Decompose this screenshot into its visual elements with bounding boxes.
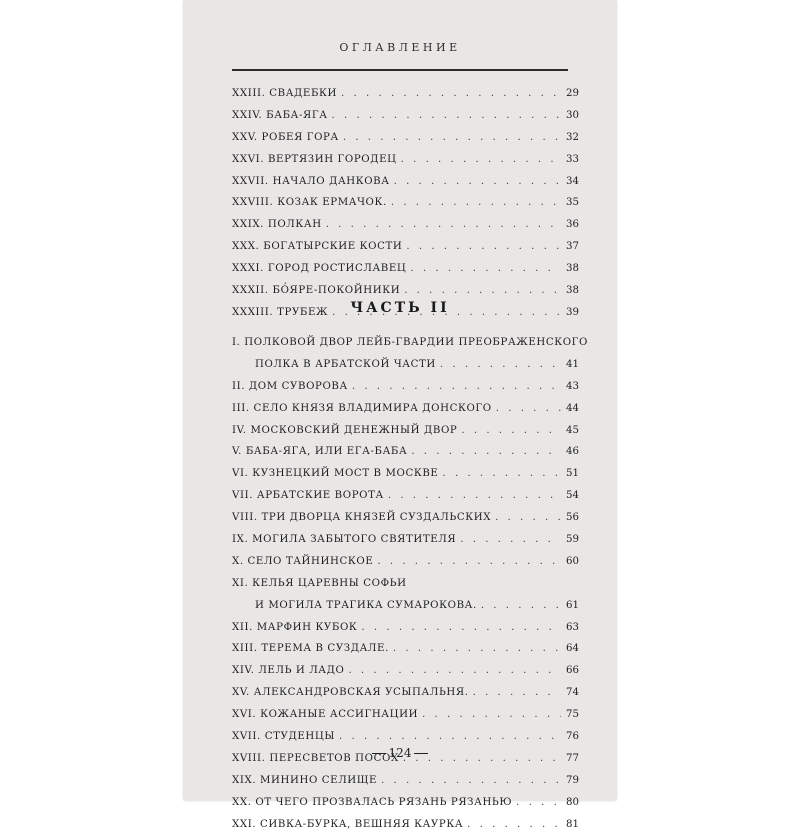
toc-entry-page: 56 — [566, 512, 579, 524]
toc-entry — [232, 638, 579, 660]
toc-entry — [232, 171, 579, 193]
toc-part1 — [232, 83, 579, 324]
toc-entry-title: XIV. ЛЕЛЬ И ЛАДО — [232, 665, 345, 677]
dot-leader — [352, 376, 561, 398]
toc-entry-title: III. СЕЛО КНЯЗЯ ВЛАДИМИРА ДОНСКОГО — [232, 402, 492, 414]
toc-entry — [232, 507, 579, 529]
toc-entry-title: XXXI. ГОРОД РОСТИСЛАВЕЦ — [232, 263, 407, 275]
header-rule — [232, 69, 568, 71]
dot-leader — [348, 660, 561, 682]
toc-entry-title: VI. КУЗНЕЦКИЙ МОСТ В МОСКВЕ — [232, 468, 439, 480]
toc-entry — [232, 573, 579, 595]
dot-leader — [404, 280, 561, 302]
toc-entry — [232, 814, 579, 836]
dot-leader — [343, 127, 561, 149]
dot-leader — [361, 617, 561, 639]
dot-leader — [394, 171, 561, 193]
toc-entry — [232, 682, 579, 704]
toc-entry-page: 75 — [566, 709, 579, 721]
toc-entry — [232, 770, 579, 792]
toc-entry-title: XIX. МИНИНО СЕЛИЩЕ — [232, 774, 378, 786]
toc-entry-page: 54 — [566, 490, 579, 502]
toc-entry-page: 38 — [566, 263, 579, 275]
toc-entry-page: 66 — [566, 665, 579, 677]
toc-entry-page: 46 — [566, 446, 579, 458]
toc-entry-title: II. ДОМ СУВОРОВА — [232, 380, 348, 392]
toc-entry-page: 32 — [566, 131, 579, 143]
toc-entry-title: XX. ОТ ЧЕГО ПРОЗВАЛАСЬ РЯЗАНЬ РЯЗАНЬЮ — [232, 796, 513, 808]
toc-entry-page: 30 — [566, 109, 579, 121]
dot-leader — [496, 398, 561, 420]
folio-dash-right — [414, 753, 428, 754]
book-page — [184, 0, 616, 830]
toc-entry — [232, 463, 579, 485]
toc-entry-title: XXVI. ВЕРТЯЗИН ГОРОДЕЦ — [232, 153, 397, 165]
toc-entry — [232, 485, 579, 507]
toc-entry-page: 61 — [566, 599, 579, 611]
toc-entry-title: XXX. БОГАТЫРСКИЕ КОСТИ — [232, 241, 403, 253]
toc-entry-page: 45 — [566, 424, 579, 436]
toc-entry-page: 60 — [566, 555, 579, 567]
toc-entry-title: XXIX. ПОЛКАН — [232, 219, 322, 231]
toc-entry-page: 34 — [566, 175, 579, 187]
toc-entry-page: 44 — [566, 402, 579, 414]
toc-entry — [232, 595, 579, 617]
toc-entry-page: 41 — [566, 358, 579, 370]
toc-entry-title: IV. МОСКОВСКИЙ ДЕНЕЖНЫЙ ДВОР — [232, 424, 458, 436]
toc-entry-page: 74 — [566, 687, 579, 699]
toc-entry-title: XXIII. СВАДЕБКИ — [232, 88, 338, 99]
toc-entry-title: I. ПОЛКОВОЙ ДВОР ЛЕЙБ-ГВАРДИИ ПРЕОБРАЖЕНСКОГО — [232, 337, 588, 348]
toc-entry-title: X. СЕЛО ТАЙНИНСКОЕ — [232, 555, 374, 567]
toc-entry — [232, 280, 579, 302]
toc-entry — [232, 83, 579, 105]
toc-entry-page: 43 — [566, 380, 579, 392]
toc-entry — [232, 441, 579, 463]
toc-entry — [232, 551, 579, 573]
toc-entry-page: 35 — [566, 197, 579, 209]
toc-entry-page: 36 — [566, 219, 579, 231]
toc-entry-page: 37 — [566, 241, 579, 253]
toc-entry-title: XXXIII. ТРУБЕЖ — [232, 306, 329, 318]
toc-entry-title: XXI. СИВКА-БУРКА, ВЕШНЯЯ КАУРКА — [232, 818, 464, 830]
toc-entry — [232, 354, 579, 376]
toc-entry-title: XI. КЕЛЬЯ ЦАРЕВНЫ СОФЬИ — [232, 577, 407, 589]
toc-entry-title: XXVII. НАЧАЛО ДАНКОВА — [232, 175, 390, 187]
toc-entry — [232, 376, 579, 398]
toc-entry-title: VIII. ТРИ ДВОРЦА КНЯЗЕЙ СУЗДАЛЬСКИХ — [232, 512, 492, 524]
toc-entry-page: 76 — [566, 731, 579, 743]
dot-leader — [381, 770, 561, 792]
dot-leader — [391, 192, 561, 214]
toc-entry — [232, 398, 579, 420]
toc-entry — [232, 660, 579, 682]
toc-entry-page: 77 — [566, 752, 579, 764]
toc-entry — [232, 529, 579, 551]
dot-leader — [401, 149, 561, 171]
toc-entry-page: 51 — [566, 468, 579, 480]
toc-entry — [232, 149, 579, 171]
toc-entry-title: XXVIII. КОЗАК ЕРМАЧОК. — [232, 197, 387, 209]
toc-entry — [232, 105, 579, 127]
toc-entry-page: 63 — [566, 621, 579, 633]
dot-leader — [495, 507, 561, 529]
toc-entry — [232, 704, 579, 726]
toc-entry-page: 39 — [566, 306, 579, 318]
toc-entry-page: 81 — [566, 818, 579, 830]
toc-entry-page: 38 — [566, 285, 579, 297]
dot-leader — [326, 214, 561, 236]
dot-leader — [393, 638, 561, 660]
dot-leader — [377, 551, 561, 573]
toc-entry — [232, 617, 579, 639]
toc-entry-title: XV. АЛЕКСАНДРОВСКАЯ УСЫПАЛЬНЯ. — [232, 687, 469, 699]
part-heading: ЧАСТЬ II — [350, 300, 450, 316]
toc-entry — [232, 214, 579, 236]
toc-entry — [232, 726, 579, 748]
toc-entry-title: XXIV. БАБА-ЯГА — [232, 109, 328, 121]
toc-entry-page: 59 — [566, 534, 579, 546]
dot-leader — [467, 814, 561, 836]
dot-leader — [410, 258, 561, 280]
dot-leader — [516, 792, 561, 814]
dot-leader — [341, 83, 561, 105]
dot-leader — [473, 682, 561, 704]
toc-entry-page: 64 — [566, 643, 579, 655]
toc-entry-title: XIII. ТЕРЕМА В СУЗДАЛЕ. — [232, 643, 389, 655]
toc-entry — [232, 792, 579, 814]
dot-leader — [461, 420, 561, 442]
toc-entry-title: ПОЛКА В АРБАТСКОЙ ЧАСТИ — [255, 358, 436, 370]
toc-entry — [232, 127, 579, 149]
toc-entry-page: 80 — [566, 796, 579, 808]
toc-entry — [232, 236, 579, 258]
running-head: ОГЛАВЛЕНИЕ — [339, 41, 461, 54]
toc-entry-title: XXV. РОБЕЯ ГОРА — [232, 131, 339, 143]
toc-entry-title: XVII. СТУДЕНЦЫ — [232, 731, 335, 743]
dot-leader — [332, 105, 561, 127]
dot-leader — [442, 463, 561, 485]
toc-entry-title: XVIII. ПЕРЕСВЕТОВ ПОСОХ — [232, 752, 399, 764]
toc-entry-page: 29 — [566, 88, 579, 99]
dot-leader — [411, 441, 561, 463]
folio-dash-left — [372, 753, 386, 754]
toc-entry — [232, 420, 579, 442]
dot-leader — [440, 354, 561, 376]
page-number — [184, 746, 616, 760]
toc-entry — [232, 258, 579, 280]
toc-entry-title: XII. МАРФИН КУБОК — [232, 621, 358, 633]
folio-number: 124 — [388, 746, 412, 760]
dot-leader — [406, 236, 561, 258]
toc-entry — [232, 192, 579, 214]
toc-entry-title: IX. МОГИЛА ЗАБЫТОГО СВЯТИТЕЛЯ — [232, 534, 457, 546]
toc-entry-title: XVI. КОЖАНЫЕ АССИГНАЦИИ — [232, 709, 419, 721]
toc-entry-title: VII. АРБАТСКИЕ ВОРОТА — [232, 490, 384, 502]
dot-leader — [388, 485, 561, 507]
toc-entry-page: 33 — [566, 153, 579, 165]
dot-leader — [460, 529, 561, 551]
toc-entry-page: 79 — [566, 774, 579, 786]
toc-entry-title: XXXII. БО́ЯРЕ-ПОКОЙНИКИ — [232, 285, 401, 297]
dot-leader — [422, 704, 561, 726]
toc-entry-title: V. БАБА-ЯГА, ИЛИ ЕГА-БАБА — [232, 446, 408, 458]
toc-entry — [232, 332, 588, 354]
dot-leader — [339, 726, 561, 748]
toc-entry-title: И МОГИЛА ТРАГИКА СУМАРОКОВА. — [255, 599, 477, 611]
dot-leader — [481, 595, 561, 617]
